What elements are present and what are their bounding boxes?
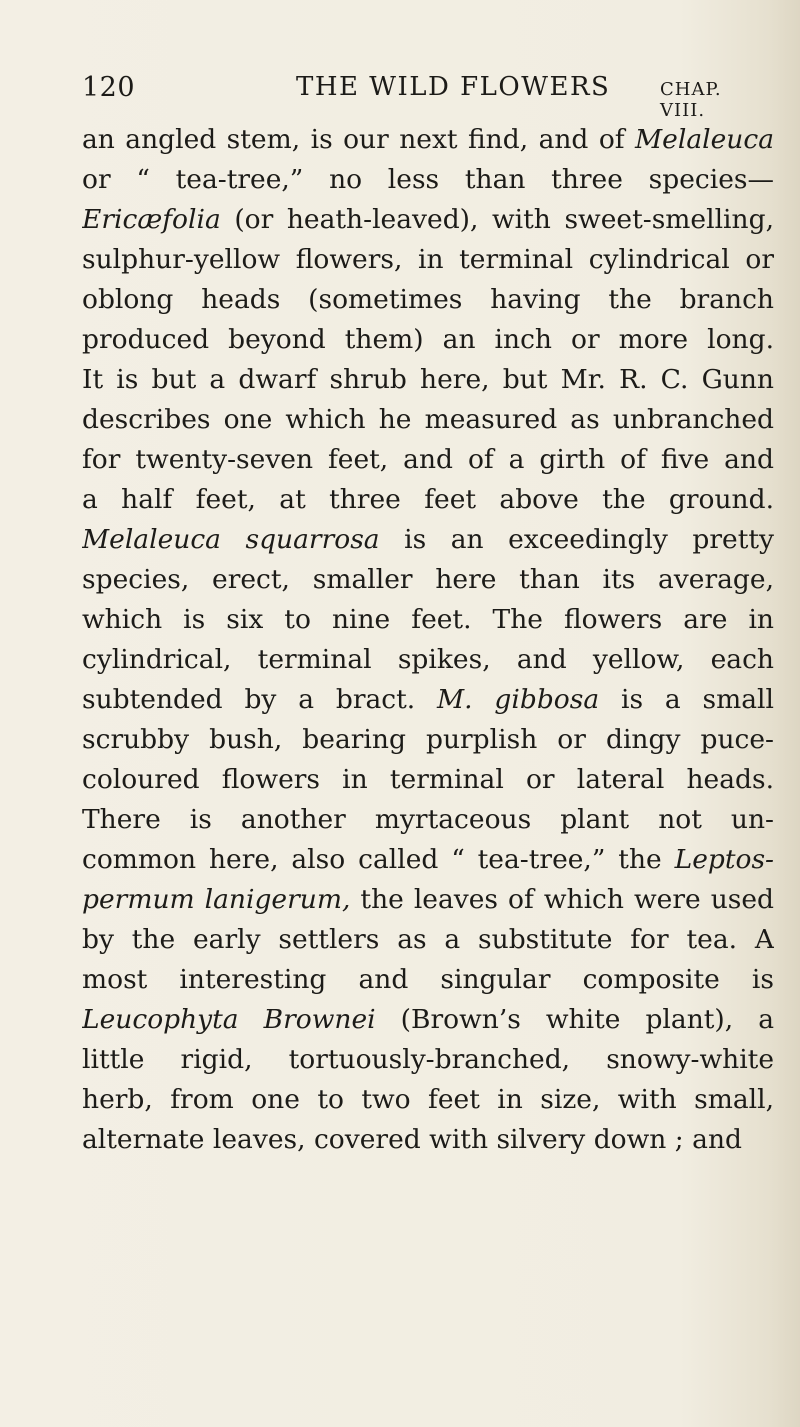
text-line bbox=[82, 680, 774, 720]
text-segment: a half feet, at three feet above the ground. bbox=[82, 484, 774, 515]
text-segment: oblong heads (sometimes having the branch bbox=[82, 284, 774, 315]
text-line bbox=[82, 1080, 774, 1120]
text-line bbox=[82, 400, 774, 440]
text-segment: coloured flowers in terminal or lateral heads. bbox=[82, 764, 774, 795]
text-segment: which is six to nine feet. The flowers are in bbox=[82, 604, 774, 635]
italic-segment: Melaleuca squarrosa bbox=[82, 524, 380, 555]
text-segment: scrubby bush, bearing purplish or dingy puce- bbox=[82, 724, 774, 755]
text-line bbox=[82, 960, 774, 1000]
text-line bbox=[82, 1120, 774, 1160]
running-title: THE WILD FLOWERS bbox=[296, 72, 611, 102]
text-segment: It is but a dwarf shrub here, but Mr. R. C. Gunn bbox=[82, 364, 774, 395]
body-text bbox=[82, 120, 774, 1160]
text-segment: sulphur-yellow flowers, in terminal cylindrical or bbox=[82, 244, 774, 275]
text-segment: produced beyond them) an inch or more long. bbox=[82, 324, 774, 355]
text-line bbox=[82, 1040, 774, 1080]
text-line bbox=[82, 480, 774, 520]
text-line bbox=[82, 120, 774, 160]
text-segment: herb, from one to two feet in size, with small, bbox=[82, 1084, 774, 1115]
text-line bbox=[82, 640, 774, 680]
text-segment: describes one which he measured as unbranched bbox=[82, 404, 774, 435]
text-line bbox=[82, 320, 774, 360]
italic-segment: Leucophyta Brownei bbox=[82, 1004, 376, 1035]
text-segment: alternate leaves, covered with silvery down ; and bbox=[82, 1124, 742, 1155]
text-line bbox=[82, 200, 774, 240]
text-segment: by the early settlers as a substitute for tea. A bbox=[82, 924, 774, 955]
italic-segment: permum lanigerum, bbox=[82, 884, 351, 915]
text-segment: cylindrical, terminal spikes, and yellow, each bbox=[82, 644, 774, 675]
italic-segment: M. gibbosa bbox=[437, 684, 600, 715]
text-segment: species, erect, smaller here than its average, bbox=[82, 564, 774, 595]
text-segment: little rigid, tortuously-branched, snowy-white bbox=[82, 1044, 774, 1075]
text-segment: There is another myrtaceous plant not un- bbox=[82, 804, 774, 835]
text-line bbox=[82, 760, 774, 800]
text-line bbox=[82, 160, 774, 200]
text-line bbox=[82, 920, 774, 960]
running-head bbox=[82, 72, 772, 121]
text-segment: an angled stem, is our next find, and of bbox=[82, 124, 636, 155]
text-segment: common here, also called “ tea-tree,” the bbox=[82, 844, 675, 875]
text-line bbox=[82, 560, 774, 600]
text-segment: (or heath-leaved), with sweet-smelling, bbox=[220, 204, 774, 235]
text-segment: is an exceedingly pretty bbox=[379, 524, 774, 555]
text-line bbox=[82, 880, 774, 920]
chapter-label: CHAP. VIII. bbox=[660, 79, 722, 121]
text-line bbox=[82, 440, 774, 480]
text-segment: for twenty-seven feet, and of a girth of five and bbox=[82, 444, 774, 475]
text-segment: subtended by a bract. bbox=[82, 684, 438, 715]
text-line bbox=[82, 520, 774, 560]
page-number: 120 bbox=[82, 72, 136, 103]
text-line bbox=[82, 240, 774, 280]
text-line bbox=[82, 280, 774, 320]
text-segment: is a small bbox=[599, 684, 774, 715]
text-line bbox=[82, 600, 774, 640]
text-line bbox=[82, 800, 774, 840]
italic-segment: Leptos- bbox=[674, 844, 774, 875]
text-segment: or “ tea-tree,” no less than three species— bbox=[82, 164, 774, 195]
text-line bbox=[82, 720, 774, 760]
text-segment: (Brown’s white plant), a bbox=[375, 1004, 774, 1035]
text-line bbox=[82, 1000, 774, 1040]
italic-segment: Ericæfolia bbox=[82, 204, 221, 235]
text-line bbox=[82, 360, 774, 400]
italic-segment: Melaleuca bbox=[635, 124, 774, 155]
text-line bbox=[82, 840, 774, 880]
text-segment: most interesting and singular composite is bbox=[82, 964, 774, 995]
text-segment: the leaves of which were used bbox=[350, 884, 774, 915]
